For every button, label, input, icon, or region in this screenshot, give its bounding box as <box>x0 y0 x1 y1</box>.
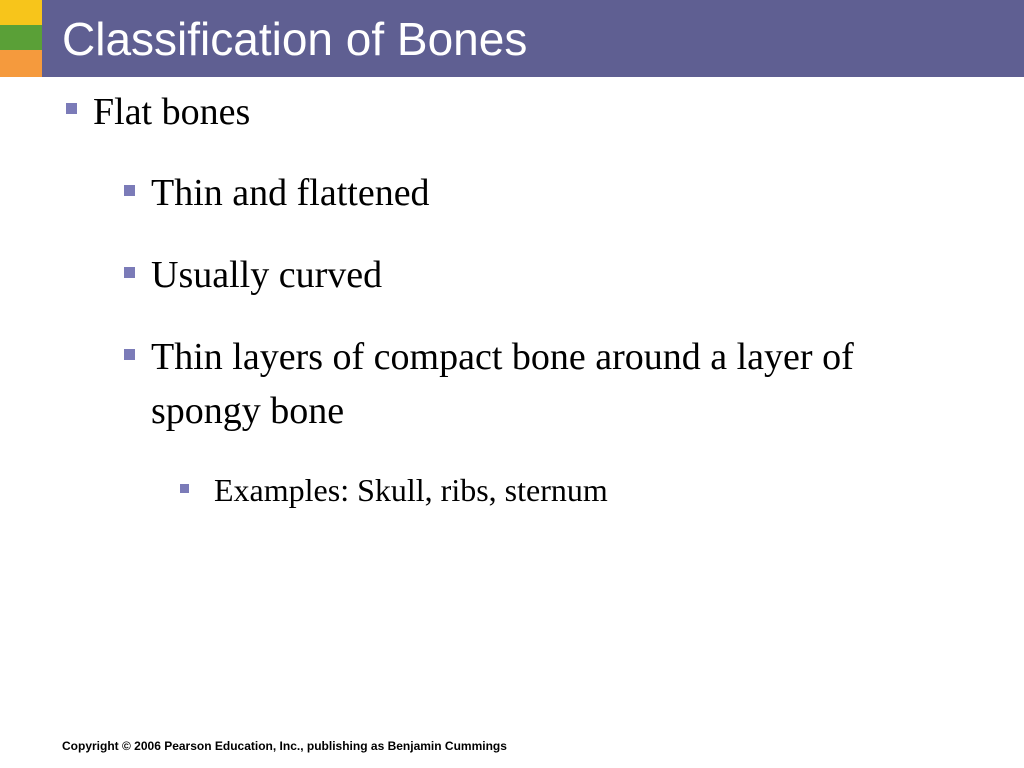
slide-title: Classification of Bones <box>62 13 528 65</box>
bullet-square-icon <box>124 185 135 196</box>
bullet-level-2-usually-curved: Usually curved <box>151 254 383 296</box>
bullet-square-icon <box>66 103 77 114</box>
bullet-level-3-examples: Examples: Skull, ribs, sternum <box>214 472 608 508</box>
accent-block-yellow <box>0 0 42 25</box>
copyright-footer: Copyright © 2006 Pearson Education, Inc., publishing as Benjamin Cummings <box>62 739 507 753</box>
bullet-level-1-flat-bones: Flat bones <box>93 91 251 133</box>
accent-block-orange <box>0 50 42 77</box>
bullet-square-icon <box>124 349 135 360</box>
bullet-level-2-thin-layers: Thin layers of compact bone around a layer of spongy bone <box>151 336 854 432</box>
accent-block-green <box>0 25 42 50</box>
bullet-square-icon <box>180 484 189 493</box>
bullet-square-icon <box>124 267 135 278</box>
bullet-level-2-thin-flattened: Thin and flattened <box>151 172 430 214</box>
